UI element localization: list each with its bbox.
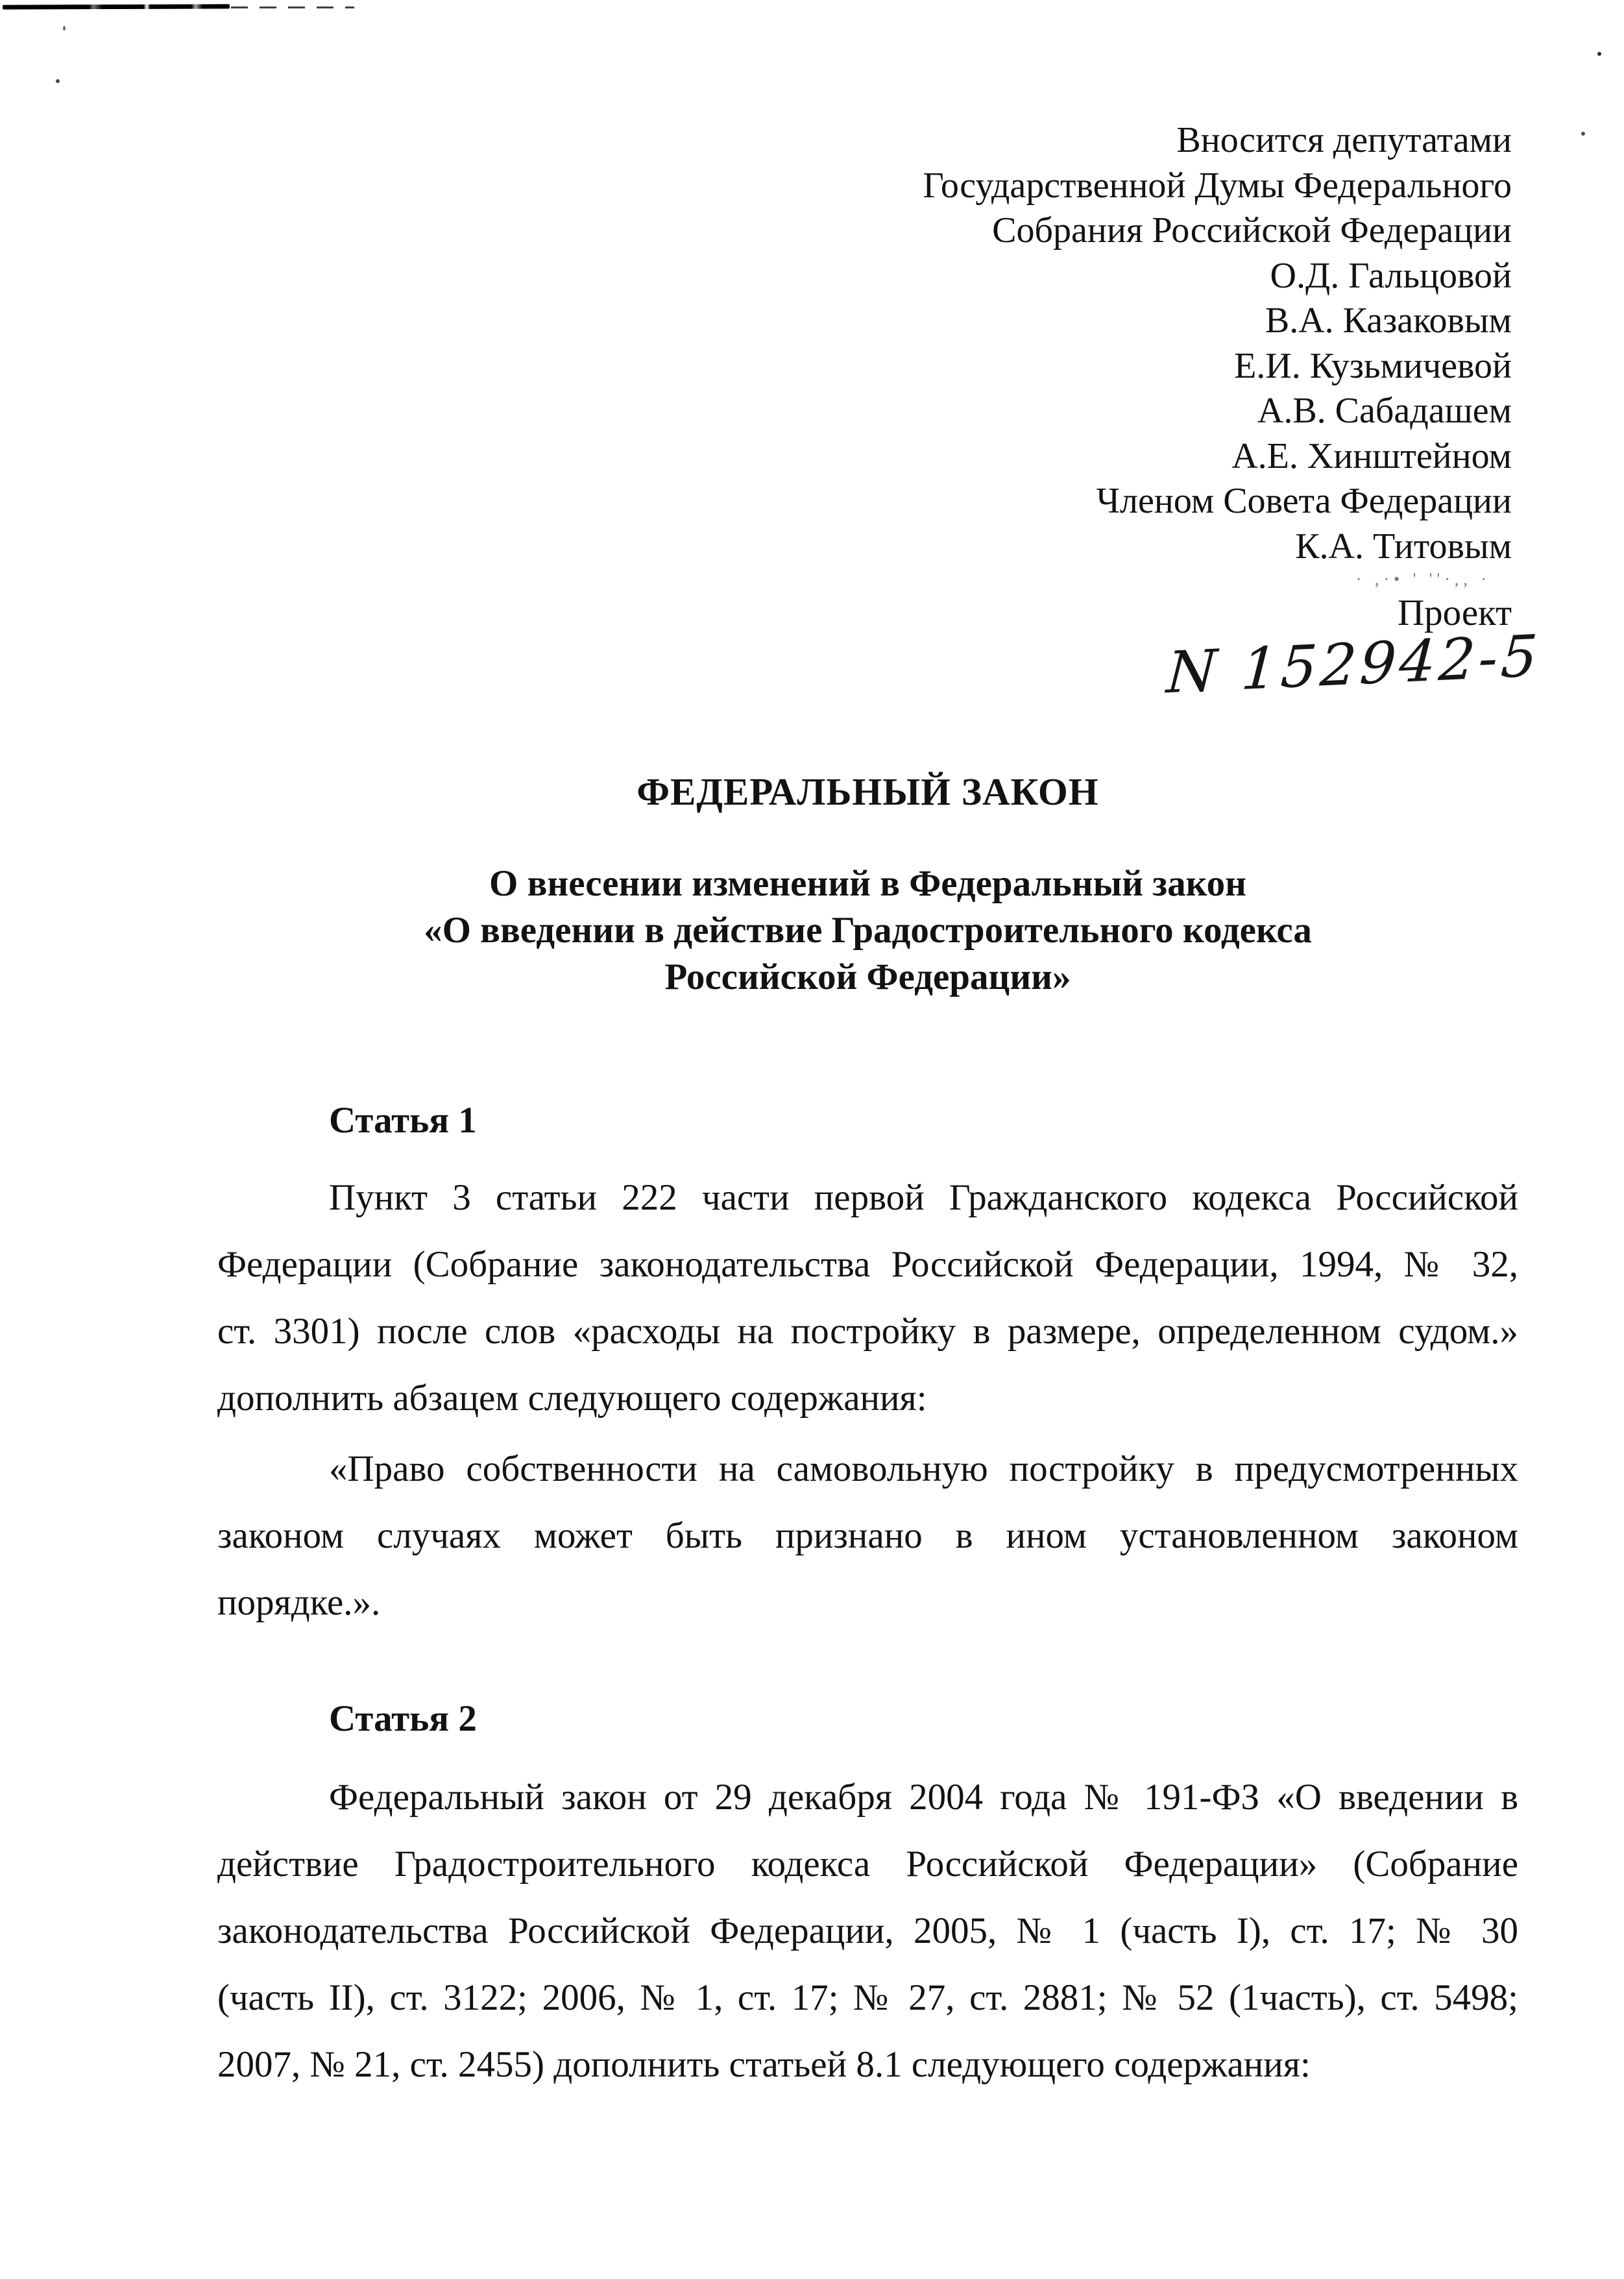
- paragraph-line: «Право собственности на самовольную постройку в предусмотренных: [329, 1448, 1518, 1489]
- paragraph-line: 2007, № 21, ст. 2455) дополнить статьей 8.1 следующего содержания:: [217, 2044, 1311, 2085]
- scan-speck: [1597, 52, 1601, 56]
- law-subject-line: «О введении в действие Градостроительного кодекса: [424, 910, 1312, 951]
- paragraph-line: (часть II), ст. 3122; 2006, № 1, ст. 17; № 27, ст. 2881; № 52 (1часть), ст. 5498;: [217, 1977, 1518, 2018]
- paragraph-line: Федерации (Собрание законодательства Российской Федерации, 1994, № 32,: [217, 1244, 1518, 1285]
- article-2-paragraph-1: [217, 1764, 1518, 2098]
- submitter-line: В.А. Казаковым: [1265, 300, 1512, 341]
- scan-artifact-line-tail: [231, 6, 354, 8]
- scan-speck: [63, 26, 66, 30]
- submitter-line: О.Д. Гальцовой: [1270, 255, 1512, 296]
- submitter-line: Членом Совета Федерации: [1096, 481, 1512, 521]
- submitter-line: Собрания Российской Федерации: [992, 210, 1512, 250]
- submitter-line: Государственной Думы Федерального: [923, 165, 1512, 206]
- article-1-heading: Статья 1: [329, 1100, 477, 1141]
- law-subject-line: Российской Федерации»: [664, 957, 1071, 997]
- draft-label: Проект: [1397, 592, 1512, 633]
- paragraph-line: законом случаях может быть признано в ином установленном законом: [217, 1515, 1518, 1556]
- submitter-line: А.Е. Хинштейном: [1231, 435, 1512, 476]
- paragraph-line: дополнить абзацем следующего содержания:: [217, 1378, 927, 1419]
- article-1-paragraph-2: [217, 1435, 1518, 1636]
- scan-speck: [1581, 132, 1585, 136]
- law-subject-title: [217, 860, 1518, 1001]
- submitter-line: К.А. Титовым: [1295, 526, 1512, 567]
- ink-smudge: · ,·• ' ''·,, ·: [1355, 570, 1491, 589]
- submitted-by-block: [923, 118, 1512, 569]
- paragraph-line: действие Градостроительного кодекса Российской Федерации» (Собрание: [217, 1844, 1518, 1884]
- paragraph-line: ст. 3301) после слов «расходы на постройку в размере, определенном судом.»: [217, 1311, 1518, 1352]
- article-2-heading: Статья 2: [329, 1698, 477, 1739]
- paragraph-line: законодательства Российской Федерации, 2005, № 1 (часть I), ст. 17; № 30: [217, 1910, 1518, 1951]
- submitter-line: Е.И. Кузьмичевой: [1234, 345, 1512, 386]
- submitter-line: Вносится депутатами: [1176, 120, 1512, 160]
- submitter-line: А.В. Сабадашем: [1257, 391, 1512, 431]
- law-type-title: ФЕДЕРАЛЬНЫЙ ЗАКОН: [636, 770, 1099, 813]
- paragraph-line: Федеральный закон от 29 декабря 2004 года № 191-ФЗ «О введении в: [329, 1777, 1518, 1818]
- article-1-paragraph-1: [217, 1164, 1518, 1432]
- scan-artifact-line: [3, 4, 230, 9]
- paragraph-line: Пункт 3 статьи 222 части первой Гражданского кодекса Российской: [329, 1177, 1518, 1218]
- paragraph-line: порядке.».: [217, 1582, 381, 1623]
- handwritten-registration-number: N 152942-5: [1165, 622, 1543, 707]
- scan-speck: [56, 79, 60, 83]
- law-subject-line: О внесении изменений в Федеральный закон: [489, 863, 1247, 904]
